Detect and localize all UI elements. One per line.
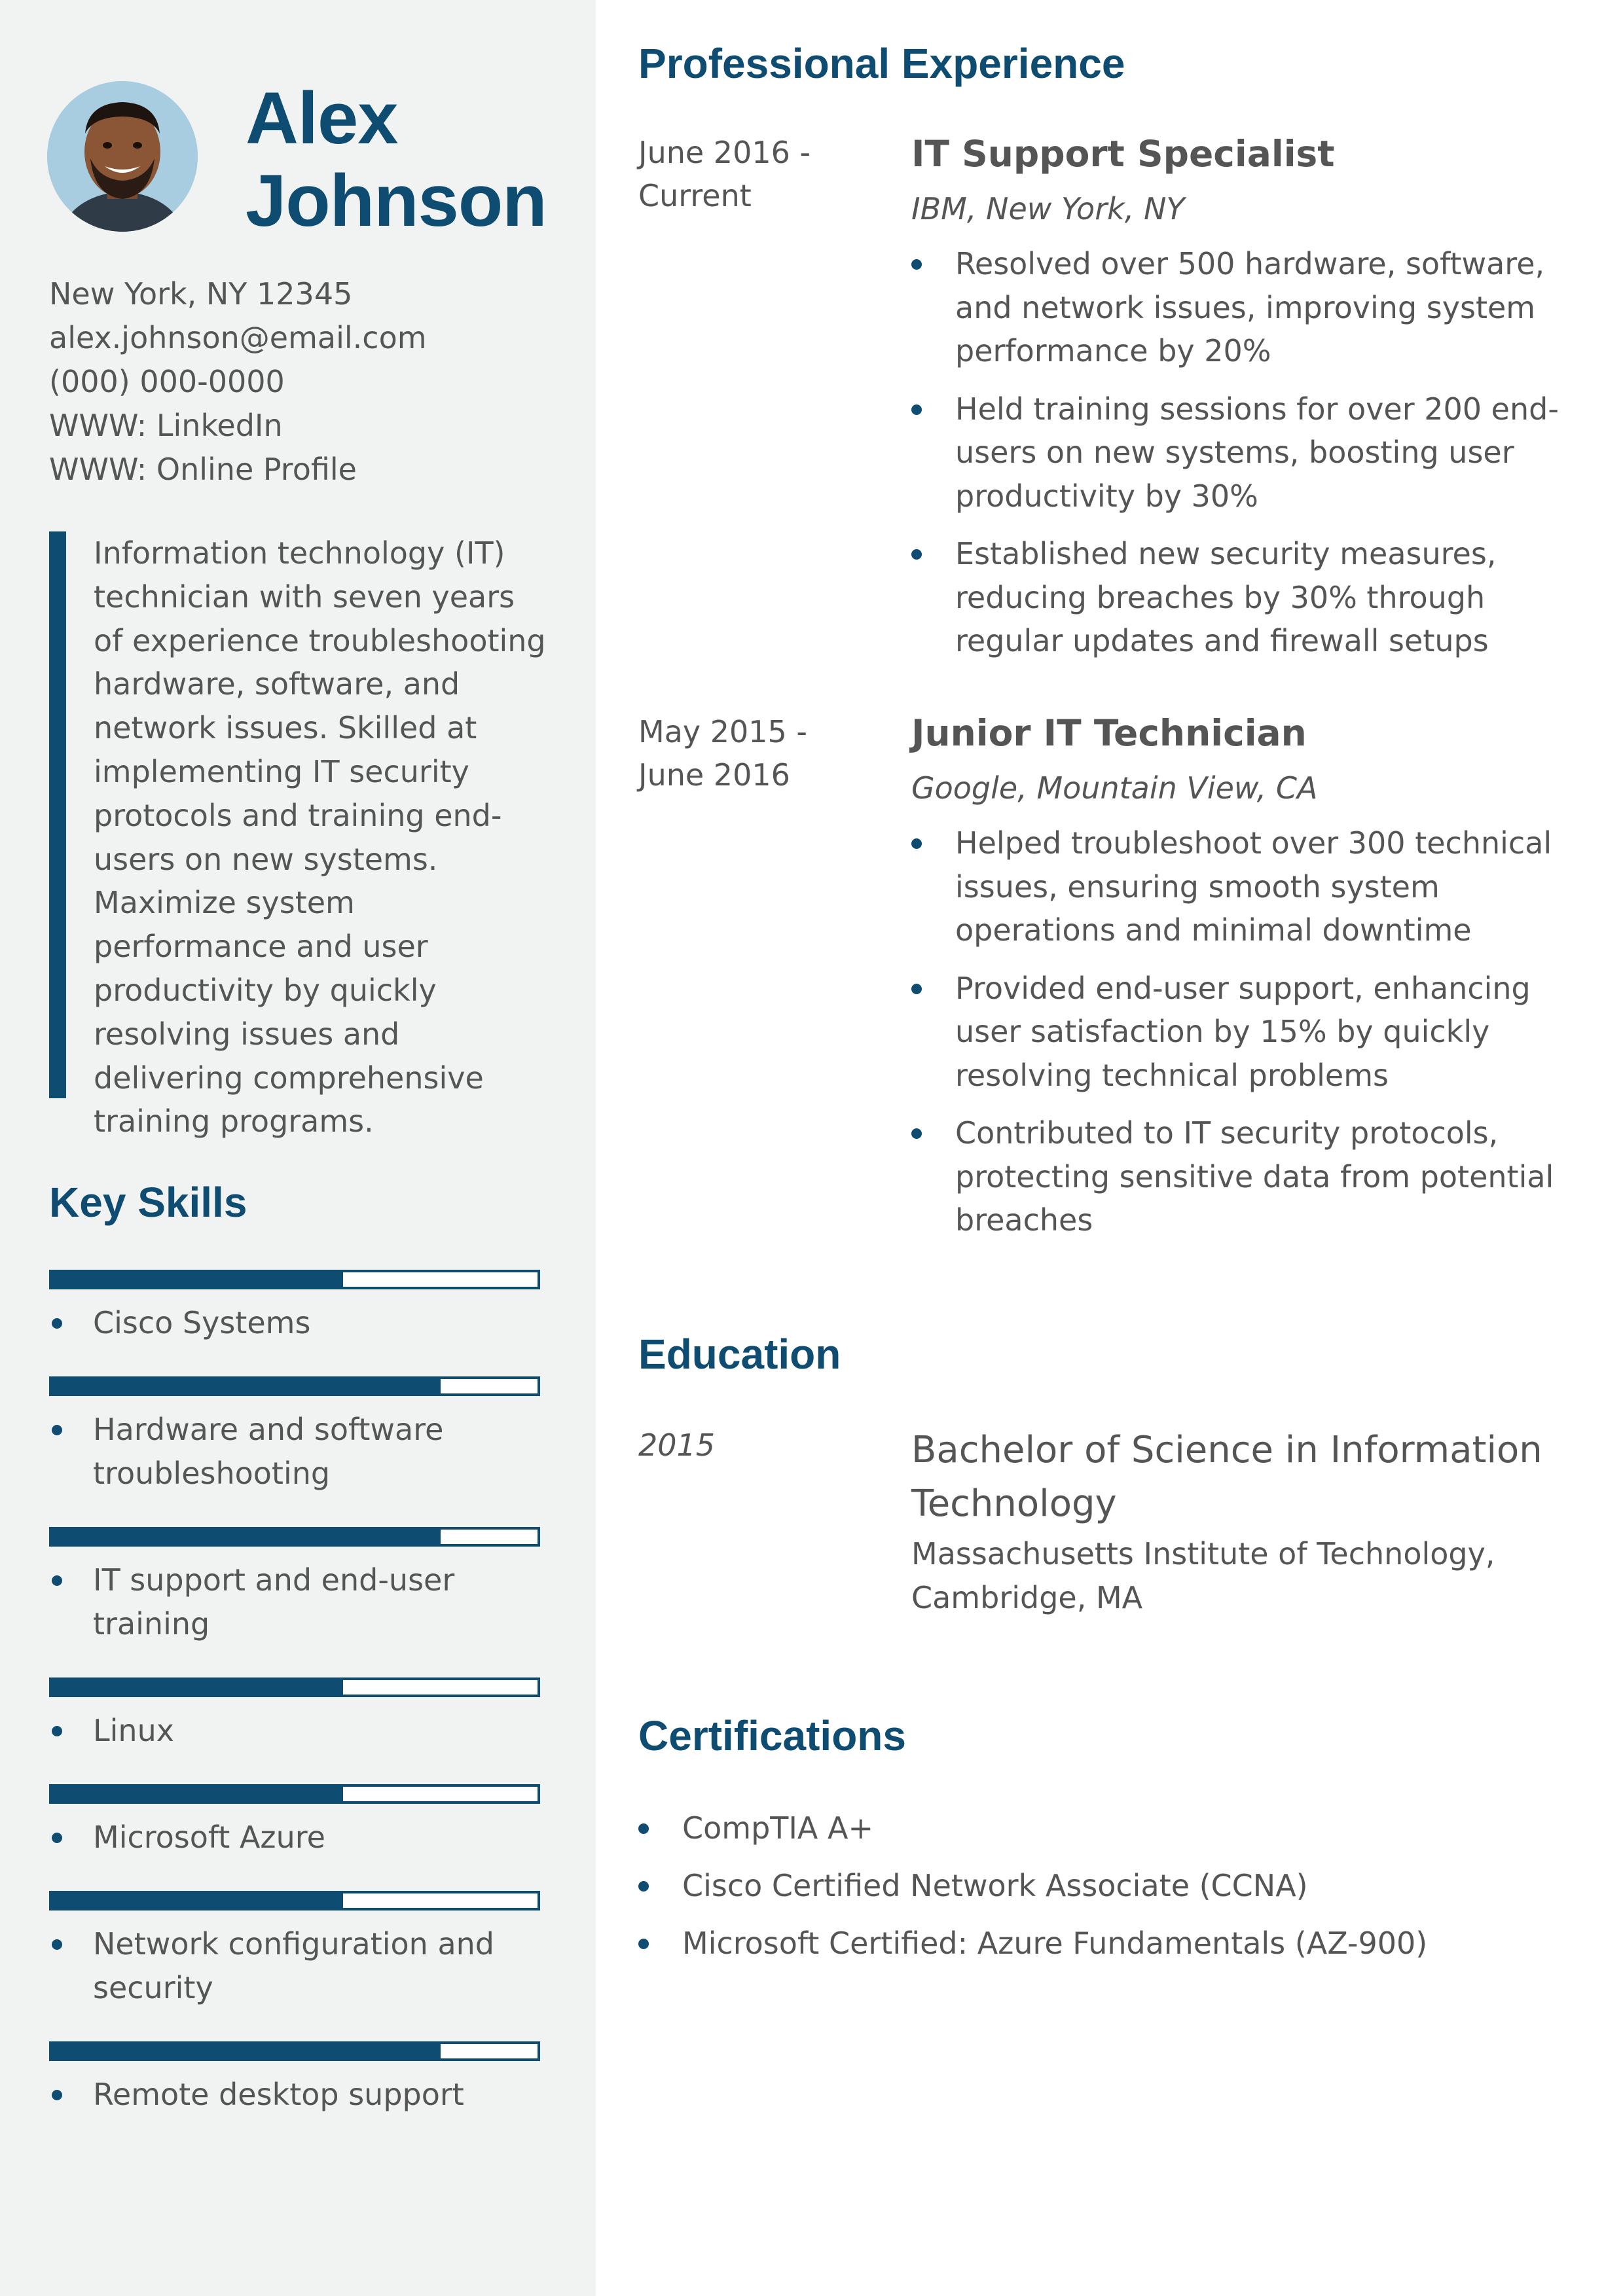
skill-item — [49, 2041, 540, 2117]
skill-level-fill — [52, 1530, 441, 1544]
contact-profile[interactable]: WWW: Online Profile — [49, 452, 357, 487]
bullet-icon — [911, 1128, 922, 1139]
professional-summary: Information technology (IT) technician with seven years of experience troubleshooting hardware, software, and network issues. Skilled at implementing IT security protocols and training end-users on new systems. Maximize system performance and user productivity by quickly resolving issues and delivering comprehensive training programs. — [49, 531, 547, 1098]
skill-label — [49, 1816, 540, 1859]
skill-level-bar — [49, 1891, 540, 1910]
bullet-icon — [911, 984, 922, 994]
first-name: Alex — [246, 77, 398, 159]
job-bullet-text: Established new security measures, reducing breaches by 30% through regular updates and firewall setups — [955, 536, 1497, 658]
skill-label — [49, 1558, 540, 1646]
experience-title: Professional Experience — [638, 40, 1125, 87]
skill-level-fill — [52, 1893, 343, 1908]
bullet-icon — [911, 404, 922, 415]
skill-level-bar — [49, 1376, 540, 1396]
skill-item — [49, 1527, 540, 1646]
skill-label — [49, 1922, 540, 2010]
certifications-title: Certifications — [638, 1712, 906, 1759]
job-company: Google, Mountain View, CA — [911, 770, 1318, 806]
bullet-icon — [52, 1726, 62, 1736]
skill-label — [49, 1709, 540, 1753]
profile-photo — [47, 81, 198, 232]
skill-label-text: Cisco Systems — [93, 1305, 311, 1340]
skill-level-bar — [49, 2041, 540, 2061]
skill-item — [49, 1891, 540, 2010]
job-bullet-text: Contributed to IT security protocols, protecting sensitive data from potential breaches — [955, 1115, 1554, 1238]
skill-level-fill — [52, 1680, 343, 1695]
skill-level-bar — [49, 1784, 540, 1804]
job-bullets — [911, 821, 1566, 1242]
skill-label — [49, 2073, 540, 2117]
bullet-icon — [52, 1318, 62, 1329]
contact-info — [49, 272, 586, 492]
certification-text: Cisco Certified Network Associate (CCNA) — [682, 1868, 1308, 1903]
bullet-icon — [911, 838, 922, 849]
contact-email[interactable]: alex.johnson@email.com — [49, 320, 427, 355]
bullet-icon — [52, 1939, 62, 1950]
skill-label — [49, 1408, 540, 1496]
candidate-name — [246, 77, 586, 242]
certification-text: CompTIA A+ — [682, 1810, 874, 1846]
job-bullet — [911, 242, 1566, 373]
sidebar — [0, 0, 596, 2296]
certifications-list — [638, 1806, 1568, 1979]
certification-item — [638, 1806, 1568, 1850]
contact-phone: (000) 000-0000 — [49, 364, 285, 399]
person-portrait-icon — [47, 81, 198, 232]
job-company: IBM, New York, NY — [911, 191, 1185, 226]
skills-title: Key Skills — [49, 1179, 247, 1226]
job-bullet — [911, 532, 1566, 663]
bullet-icon — [638, 1881, 649, 1892]
skill-label-text: Network configuration and security — [93, 1926, 494, 2005]
bullet-icon — [52, 1425, 62, 1435]
skill-item — [49, 1376, 540, 1496]
skill-level-fill — [52, 1787, 343, 1801]
education-year: 2015 — [638, 1427, 716, 1463]
job-date: May 2015 - June 2016 — [638, 714, 808, 793]
skill-item — [49, 1270, 540, 1345]
certification-text: Microsoft Certified: Azure Fundamentals (AZ-900) — [682, 1926, 1428, 1961]
skill-item — [49, 1677, 540, 1753]
bullet-icon — [52, 1833, 62, 1843]
skill-level-bar — [49, 1677, 540, 1697]
skill-label-text: Linux — [93, 1713, 174, 1748]
education-degree: Bachelor of Science in Information Technology — [911, 1429, 1542, 1525]
job-bullet-text: Resolved over 500 hardware, software, and network issues, improving system performance by 20% — [955, 246, 1545, 368]
bullet-icon — [911, 549, 922, 560]
job-bullet-text: Helped troubleshoot over 300 technical issues, ensuring smooth system operations and minimal downtime — [955, 825, 1552, 948]
skill-level-bar — [49, 1270, 540, 1289]
skill-level-bar — [49, 1527, 540, 1547]
contact-address: New York, NY 12345 — [49, 276, 353, 312]
job-bullet — [911, 1111, 1566, 1242]
last-name: Johnson — [246, 160, 547, 242]
job-date: June 2016 - Current — [638, 135, 811, 213]
job-title: Junior IT Technician — [911, 712, 1307, 754]
skill-level-fill — [52, 1379, 441, 1393]
skill-label-text: Remote desktop support — [93, 2077, 464, 2112]
job-bullet — [911, 387, 1566, 518]
job-bullet — [911, 967, 1566, 1098]
bullet-icon — [911, 259, 922, 270]
contact-linkedin[interactable]: WWW: LinkedIn — [49, 408, 283, 443]
skill-level-fill — [52, 2044, 441, 2058]
job-title: IT Support Specialist — [911, 133, 1335, 175]
bullet-icon — [638, 1823, 649, 1834]
job-bullet-text: Held training sessions for over 200 end-users on new systems, boosting user productivity by 30% — [955, 391, 1559, 514]
skill-item — [49, 1784, 540, 1859]
skill-label-text: IT support and end-user training — [93, 1562, 455, 1641]
certification-item — [638, 1864, 1568, 1907]
education-title: Education — [638, 1331, 841, 1378]
skill-label-text: Hardware and software troubleshooting — [93, 1412, 444, 1491]
skill-label — [49, 1301, 540, 1345]
skills-list — [49, 1270, 540, 2148]
job-bullet-text: Provided end-user support, enhancing user satisfaction by 15% by quickly resolving technical problems — [955, 970, 1531, 1093]
bullet-icon — [638, 1939, 649, 1949]
job-bullet — [911, 821, 1566, 952]
skill-level-fill — [52, 1272, 343, 1287]
certification-item — [638, 1922, 1568, 1965]
education-school: Massachusetts Institute of Technology, Cambridge, MA — [911, 1536, 1495, 1615]
job-bullets — [911, 242, 1566, 663]
bullet-icon — [52, 1575, 62, 1586]
skill-label-text: Microsoft Azure — [93, 1820, 325, 1855]
bullet-icon — [52, 2090, 62, 2100]
